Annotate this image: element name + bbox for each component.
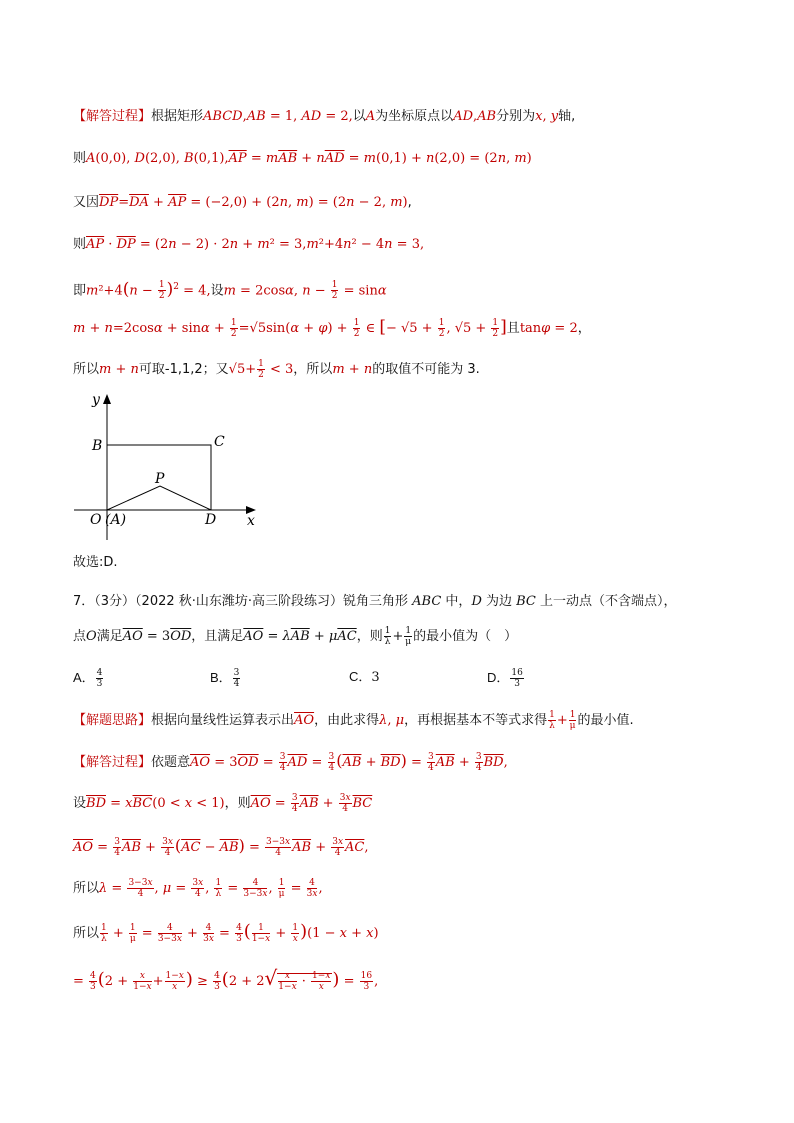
prev-solution-line-6: m + n=2cosα + sinα + $\frac{1}{2}$ =√5sin(α + φ) + $\frac{1}{2}$ ∈ [− √5 + $\frac{1}{2}$ , √5 + $\frac{1}{2}$ ]且tanφ = 2， [73, 317, 591, 339]
point-d-label: D [205, 512, 217, 528]
option-c[interactable]: C．3 [349, 669, 380, 685]
question-line-1: 7．（3分）（2022 秋·山东潍坊·高三阶段练习）锐角三角形 ABC 中，D 为边 BC 上一动点（不含端点）， [73, 594, 677, 609]
point-p-label: P [155, 471, 165, 487]
y-axis-label: y [92, 392, 100, 408]
option-a[interactable]: A． $\frac{4}{3}$ [73, 668, 103, 689]
point-b-label: B [92, 438, 103, 454]
coordinate-figure [70, 392, 270, 542]
segments-ap-pd [107, 486, 211, 510]
option-b[interactable]: B． $\frac{3}{4}$ [210, 668, 240, 689]
prev-answer: 故选:D. [73, 555, 118, 570]
prev-solution-line-5: 即m²+4(n − $\frac{1}{2}$ )$^2$ = 4,设m = 2cosα, n − $\frac{1}{2}$ = sinα [73, 279, 387, 302]
point-c-label: C [214, 434, 225, 450]
solution-line-1: 【解答过程】依题意$\overline{AO} = 3\overline{OD}$ = $\frac{3}{4}$ $\overline{AD}$ = $\frac{3}{4}$ $(\overline{AB} + \overline{BD})$ = $\frac{3}{4}$ $\overline{AB}$ + $\frac{3}{4}$ $\overline{BD}$, [73, 751, 508, 773]
idea-line: 【解题思路】根据向量线性运算表示出$\overline{AO}$，由此求得λ, μ，再根据基本不等式求得 $\frac{1}{\lambda}$ + $\frac{1}{\mu}$ 的最小值. [73, 710, 634, 731]
point-a-label: (A) [105, 512, 127, 528]
prev-solution-line-1: 【解答过程】根据矩形ABCD,AB = 1, AD = 2,以A为坐标原点以AD,AB分别为x, y轴, [73, 109, 576, 124]
solution-line-5: 所以 $\frac{1}{\lambda}$ + $\frac{1}{\mu}$ = $\frac{4}{3-3x}$ + $\frac{4}{3x}$ = $\frac{4}{3}$ ( $\frac{1}{1-x}$ + $\frac{1}{x}$ )(1 − x + x) [73, 921, 379, 944]
solution-line-6: = $\frac{4}{3}$ (2 + $\frac{x}{1-x}$ + $\frac{1-x}{x}$ ) ≥ $\frac{4}{3}$ (2 + 2√ $\frac{x}{1-x}$ · $\frac{1-x}{x}$ ) = $\frac{16}{3}$ , [73, 966, 379, 992]
prev-solution-line-4: 则$\overline{AP} \cdot \overline{DP} = (2n - 2) \cdot 2n + m^2 = 3,m^2+4n^2 - 4n = 3$, [73, 237, 425, 252]
option-d[interactable]: D． $\frac{16}{3}$ [487, 668, 523, 689]
solution-line-4: 所以λ = $\frac{3-3x}{4}$ , μ = $\frac{3x}{4}$ , $\frac{1}{\lambda}$ = $\frac{4}{3-3x}$ , $\frac{1}{\mu}$ = $\frac{4}{3x}$ , [73, 878, 323, 899]
prev-solution-line-7: 所以m + n可取-1,1,2；又√5+ $\frac{1}{2}$ < 3，所以m + n的取值不可能为 3. [73, 359, 480, 380]
prev-solution-line-2: 则A(0,0), D(2,0), $B(0,1),\overline{AP} = m\overline{AB} + n\overline{AD} = m(0,1) + n(2,0) = (2n$, m) [73, 151, 532, 166]
point-o-label: O [90, 512, 102, 528]
solution-line-3: $\overline{AO}$ = $\frac{3}{4}$ $\overline{AB}$ + $\frac{3x}{4}$ $(\overline{AC} - \overline{AB})$ = $\frac{3-3x}{4}$ $\overline{AB}$ + $\frac{3x}{4}$ $\overline{AC}$, [73, 836, 369, 858]
x-axis-label: x [247, 513, 255, 529]
solution-line-2: 设$\overline{BD} = x\overline{BC}(0 < x < 1)$，则$\overline{AO}$ = $\frac{3}{4}$ $\overline{AB}$ + $\frac{3x}{4}$ $\overline{BC}$ [73, 793, 373, 814]
solution-label: 【解答过程】 [73, 109, 152, 124]
y-axis-arrow [103, 394, 111, 404]
prev-solution-line-3: 又因$\overline{DP}=\overline{DA} + \overline{AP} = (-2,0) + (2n$, m) = (2n − 2, m), [73, 195, 412, 210]
question-line-2: 点O满足$\overline{AO} = 3\overline{OD}$，且满足$\overline{AO} = \lambda\overline{AB} + \mu\overline{AC}$，则 $\frac{1}{\lambda}$ + $\frac{1}{\mu}$ 的最小值为（ ） [73, 626, 518, 647]
